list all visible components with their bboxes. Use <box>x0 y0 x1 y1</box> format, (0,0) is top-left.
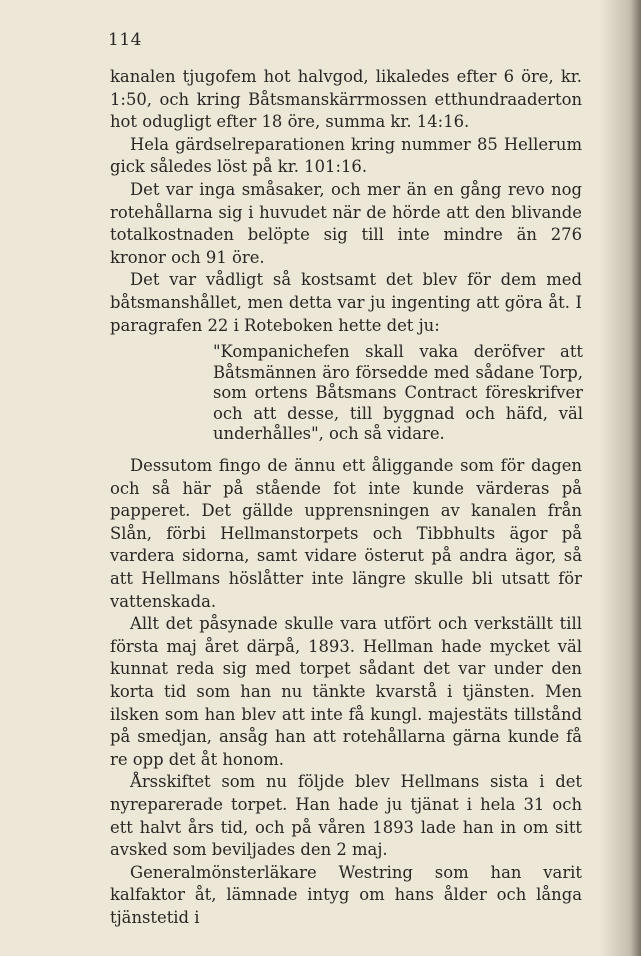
paragraph: kanalen tjugofem hot halvgod, likaledes efter 6 öre, kr. 1:50, och kring Båtsmanskärrmossen etthundraaderton hot odugligt efter 18 öre, summa kr. 14:16. <box>110 67 582 132</box>
paragraph: Hela gärdselreparationen kring nummer 85 Hellerum gick således löst på kr. 101:16. <box>110 134 582 177</box>
text-block-bottom <box>110 455 582 929</box>
paragraph: Årsskiftet som nu följde blev Hellmans sista i det nyreparerade torpet. Han hade ju tjänat i hela 31 och ett halvt års tid, och på våren 1893 lade han in om sitt avsked som beviljades den 2 maj. <box>110 772 582 860</box>
paragraph: Allt det påsynade skulle vara utfört och verkställt till första maj året därpå, 1893. Hellman hade mycket väl kunnat reda sig med torpet sådant det var under den korta tid som han nu tänkte kvarstå i tjänsten. Men ilsken som han blev att inte få kungl. majestäts tillstånd på smedjan, ansåg han att rotehållarna gärna kunde få re opp det åt honom. <box>110 614 582 769</box>
paragraph: Det var vådligt så kostsamt det blev för dem med båtsmanshållet, men detta var ju ingenting att göra åt. I paragrafen 22 i Roteboken hette det ju: <box>110 270 582 335</box>
quote-text: "Kompanichefen skall vaka deröfver att Båtsmännen äro försedde med sådane Torp, som ortens Båtsmans Contract föreskrifver och att desse, till byggnad och häfd, väl underhålles", och så vidare. <box>213 342 583 444</box>
text-block-top <box>110 66 582 337</box>
paragraph: Det var inga småsaker, och mer än en gång revo nog rotehållarna sig i huvudet när de hörde att den blivande totalkostnaden belöpte sig till inte mindre än 276 kronor och 91 öre. <box>110 179 582 267</box>
block-quote <box>213 342 583 445</box>
paragraph: Generalmönsterläkare Westring som han varit kalfaktor åt, lämnade intyg om hans ålder och långa tjänstetid i <box>110 862 582 927</box>
page-number: 114 <box>108 30 142 50</box>
paragraph: Dessutom fingo de ännu ett åliggande som för dagen och så här på stående fot inte kunde värderas på papperet. Det gällde upprensningen av kanalen från Slån, förbi Hellmanstorpets och Tibbhults ägor på vardera sidorna, samt vidare österut på andra ägor, så att Hellmans höslåtter inte längre skulle bli utsatt för vattenskada. <box>110 456 582 611</box>
